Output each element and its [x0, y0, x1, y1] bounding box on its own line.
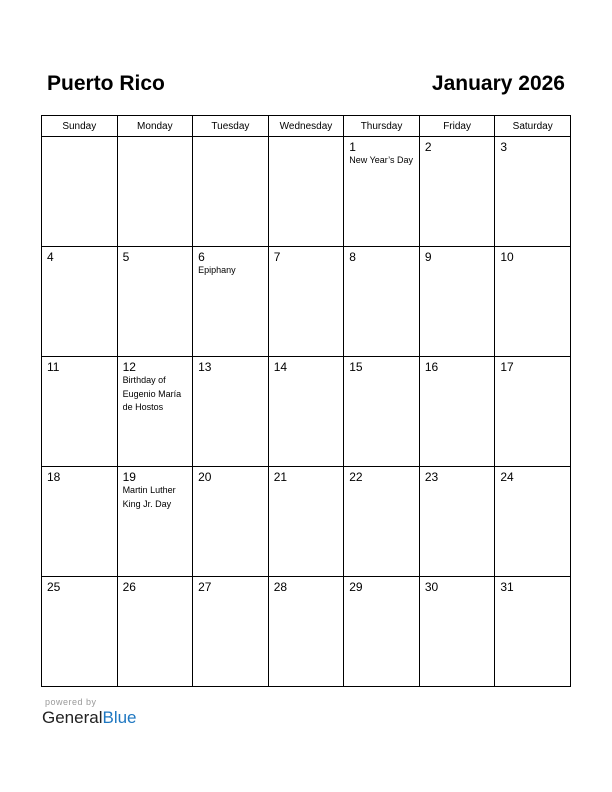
- day-number: 21: [273, 470, 288, 484]
- weekday-header-friday: Friday: [419, 116, 495, 137]
- day-cell: [268, 467, 344, 577]
- week-row-3: [42, 357, 571, 467]
- day-number: 29: [349, 580, 363, 594]
- day-cell: [419, 467, 495, 577]
- day-number: 19: [122, 470, 136, 484]
- week-row-5: [42, 577, 571, 687]
- day-cell: [495, 247, 571, 357]
- day-cell: [344, 357, 420, 467]
- day-number: 15: [349, 360, 363, 374]
- day-cell: [268, 577, 344, 687]
- weekday-header-thursday: Thursday: [344, 116, 420, 137]
- day-cell: [117, 357, 193, 467]
- weekday-header-monday: Monday: [117, 116, 193, 137]
- day-cell: [42, 357, 118, 467]
- day-cell: [42, 577, 118, 687]
- day-cell: [344, 577, 420, 687]
- day-number: 8: [349, 250, 356, 264]
- day-number: 28: [273, 580, 288, 594]
- day-cell: [42, 247, 118, 357]
- day-cell: [268, 137, 344, 247]
- day-number: 20: [198, 470, 212, 484]
- week-row-4: [42, 467, 571, 577]
- month-year-title: January 2026: [431, 72, 565, 95]
- weekday-header-wednesday: Wednesday: [268, 116, 344, 137]
- day-cell: [193, 577, 269, 687]
- day-number: 26: [122, 580, 136, 594]
- weekday-header-saturday: Saturday: [495, 116, 571, 137]
- day-cell: [344, 467, 420, 577]
- weekday-header-sunday: Sunday: [42, 116, 118, 137]
- day-cell: [268, 247, 344, 357]
- day-number: 27: [198, 580, 212, 594]
- day-cell: [495, 137, 571, 247]
- day-number: 17: [500, 360, 514, 374]
- day-cell: [419, 357, 495, 467]
- day-cell: [193, 137, 269, 247]
- day-cell: [117, 467, 193, 577]
- day-number: 13: [198, 360, 212, 374]
- day-cell: [344, 137, 420, 247]
- day-number: 12: [122, 360, 136, 374]
- week-row-1: [42, 137, 571, 247]
- day-number: 31: [500, 580, 514, 594]
- day-number: 23: [424, 470, 439, 484]
- holiday-label: Martin Luther King Jr. Day: [122, 485, 176, 509]
- day-number: 11: [47, 360, 60, 374]
- day-cell: [117, 247, 193, 357]
- day-number: 22: [349, 470, 363, 484]
- holiday-label: Birthday of Eugenio María de Hostos: [122, 375, 182, 412]
- country-title: Puerto Rico: [47, 72, 165, 95]
- day-cell: [419, 247, 495, 357]
- day-cell: [495, 467, 571, 577]
- day-cell: [495, 577, 571, 687]
- weekday-header-row: [42, 116, 571, 137]
- day-number: 18: [47, 470, 61, 484]
- day-number: 5: [122, 250, 130, 264]
- day-cell: [42, 137, 118, 247]
- day-cell: [419, 577, 495, 687]
- day-number: 4: [47, 250, 54, 264]
- day-number: 14: [273, 360, 288, 374]
- day-number: 30: [424, 580, 439, 594]
- day-number: 24: [500, 470, 514, 484]
- day-cell: [42, 467, 118, 577]
- day-number: [42, 137, 117, 140]
- day-cell: [344, 247, 420, 357]
- day-cell: [117, 137, 193, 247]
- day-cell: [193, 247, 269, 357]
- day-number: 3: [500, 140, 508, 154]
- day-number: 6: [198, 250, 205, 264]
- day-number: [118, 137, 193, 140]
- week-row-2: [42, 247, 571, 357]
- day-cell: [193, 357, 269, 467]
- day-cell: [268, 357, 344, 467]
- day-number: 25: [47, 580, 61, 594]
- day-cell: [193, 467, 269, 577]
- day-cell: [419, 137, 495, 247]
- day-cell: [495, 357, 571, 467]
- holiday-label: Epiphany: [198, 265, 236, 275]
- generalblue-logo[interactable]: [42, 708, 137, 728]
- day-number: 16: [424, 360, 439, 374]
- day-number: [193, 137, 268, 140]
- calendar-grid: [41, 115, 571, 687]
- weekday-header-tuesday: Tuesday: [193, 116, 269, 137]
- logo-blue-text: Blue: [102, 708, 137, 727]
- logo-general-text: General: [42, 708, 103, 727]
- day-number: 1: [349, 140, 356, 154]
- day-number: 9: [424, 250, 432, 264]
- powered-by-text: powered by: [45, 697, 97, 707]
- holiday-label: New Year’s Day: [349, 155, 413, 165]
- day-number: 7: [273, 250, 281, 264]
- day-number: [269, 137, 344, 140]
- day-number: 10: [500, 250, 514, 264]
- day-cell: [117, 577, 193, 687]
- day-number: 2: [424, 140, 432, 154]
